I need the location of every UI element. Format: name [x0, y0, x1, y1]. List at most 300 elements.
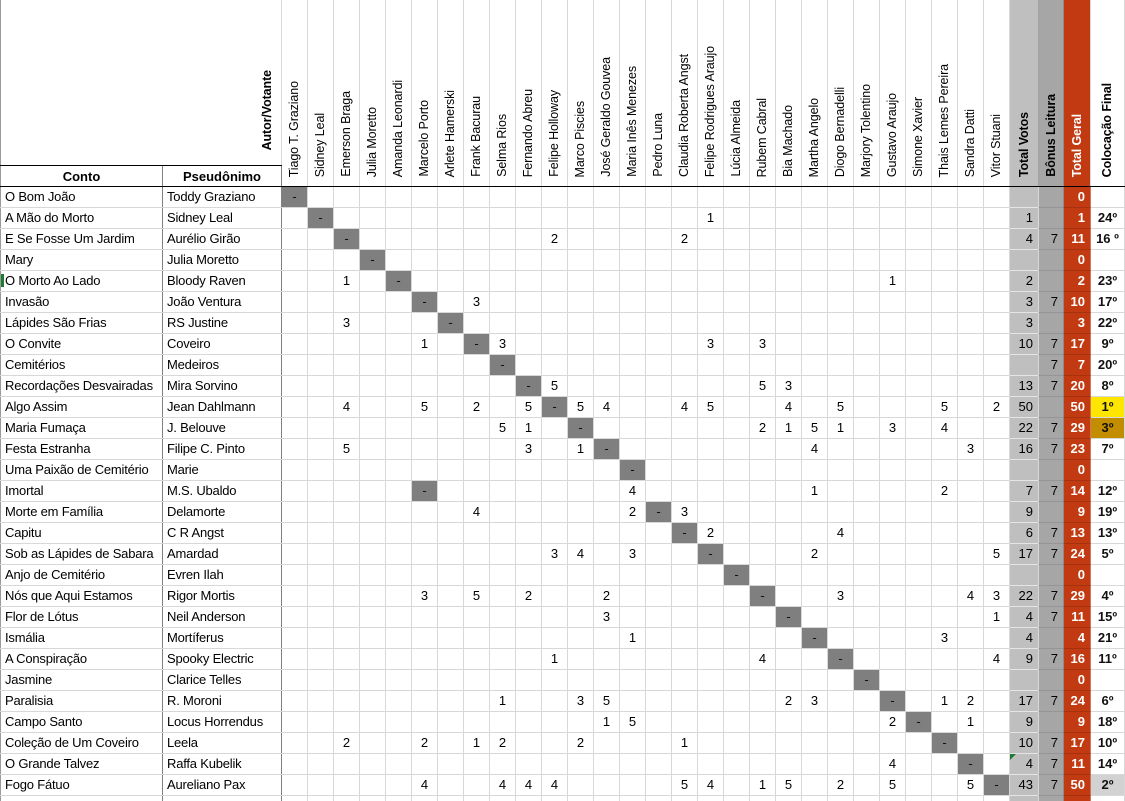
vote-cell[interactable]	[282, 712, 308, 733]
vote-cell[interactable]	[750, 397, 776, 418]
empty-cell[interactable]	[1, 796, 163, 801]
vote-cell[interactable]	[984, 250, 1010, 271]
vote-cell[interactable]	[958, 397, 984, 418]
vote-cell[interactable]	[334, 544, 360, 565]
vote-cell[interactable]	[438, 775, 464, 796]
vote-cell[interactable]	[932, 649, 958, 670]
vote-cell[interactable]	[880, 355, 906, 376]
vote-cell[interactable]	[282, 250, 308, 271]
vote-cell[interactable]	[620, 292, 646, 313]
vote-cell[interactable]: 3	[958, 439, 984, 460]
vote-cell[interactable]	[958, 250, 984, 271]
vote-cell[interactable]	[620, 208, 646, 229]
vote-cell[interactable]	[568, 649, 594, 670]
vote-cell[interactable]	[880, 187, 906, 208]
vote-cell[interactable]	[438, 565, 464, 586]
vote-cell[interactable]	[334, 670, 360, 691]
story-title-cell[interactable]: Cemitérios	[1, 355, 163, 376]
colocacao-final-cell[interactable]	[1091, 250, 1125, 271]
vote-cell[interactable]	[516, 334, 542, 355]
vote-cell[interactable]: 1	[958, 712, 984, 733]
vote-cell[interactable]	[646, 670, 672, 691]
vote-cell[interactable]	[464, 460, 490, 481]
vote-cell[interactable]: 2	[880, 712, 906, 733]
pseudonym-cell[interactable]: R. Moroni	[163, 691, 282, 712]
vote-cell[interactable]	[386, 460, 412, 481]
vote-cell[interactable]	[594, 187, 620, 208]
vote-cell[interactable]	[412, 754, 438, 775]
vote-cell[interactable]	[880, 607, 906, 628]
vote-cell[interactable]	[750, 250, 776, 271]
empty-cell[interactable]	[880, 796, 906, 801]
vote-cell[interactable]	[282, 523, 308, 544]
vote-cell[interactable]	[542, 208, 568, 229]
vote-cell[interactable]	[490, 271, 516, 292]
vote-cell[interactable]	[594, 292, 620, 313]
vote-cell[interactable]	[360, 229, 386, 250]
vote-cell[interactable]: 3	[776, 376, 802, 397]
vote-cell[interactable]: 3	[490, 334, 516, 355]
story-title-cell[interactable]: Algo Assim	[1, 397, 163, 418]
vote-cell[interactable]	[776, 523, 802, 544]
vote-cell[interactable]: 2	[672, 229, 698, 250]
vote-cell[interactable]	[360, 439, 386, 460]
vote-cell[interactable]: 4	[620, 481, 646, 502]
vote-cell[interactable]: 3	[620, 544, 646, 565]
vote-cell[interactable]	[958, 292, 984, 313]
vote-cell[interactable]	[490, 586, 516, 607]
vote-cell[interactable]	[724, 712, 750, 733]
vote-cell[interactable]	[958, 502, 984, 523]
colocacao-final-cell[interactable]: 1º	[1091, 397, 1125, 418]
vote-cell[interactable]: 4	[464, 502, 490, 523]
vote-cell[interactable]	[698, 313, 724, 334]
total-geral-cell[interactable]: 17	[1064, 334, 1091, 355]
vote-cell[interactable]	[464, 754, 490, 775]
vote-cell[interactable]: 1	[464, 733, 490, 754]
vote-cell[interactable]	[464, 229, 490, 250]
vote-cell[interactable]	[984, 208, 1010, 229]
vote-cell[interactable]	[542, 523, 568, 544]
vote-cell[interactable]	[698, 229, 724, 250]
vote-cell[interactable]	[360, 586, 386, 607]
vote-cell[interactable]	[386, 754, 412, 775]
bonus-leitura-cell[interactable]: 7	[1039, 544, 1064, 565]
vote-cell[interactable]	[750, 229, 776, 250]
total-votos-cell[interactable]: 4	[1010, 628, 1039, 649]
vote-cell[interactable]	[438, 271, 464, 292]
vote-cell[interactable]	[620, 313, 646, 334]
story-title-cell[interactable]: Festa Estranha	[1, 439, 163, 460]
vote-cell[interactable]	[828, 250, 854, 271]
bonus-leitura-cell[interactable]	[1039, 313, 1064, 334]
self-vote-cell[interactable]: -	[568, 418, 594, 439]
vote-cell[interactable]	[490, 376, 516, 397]
colocacao-final-cell[interactable]	[1091, 565, 1125, 586]
voter-header-cell[interactable]	[984, 0, 1010, 187]
bonus-leitura-header-cell[interactable]	[1039, 0, 1064, 187]
vote-cell[interactable]: 1	[984, 607, 1010, 628]
vote-cell[interactable]	[698, 439, 724, 460]
vote-cell[interactable]	[568, 712, 594, 733]
vote-cell[interactable]	[542, 187, 568, 208]
vote-cell[interactable]: 2	[984, 397, 1010, 418]
vote-cell[interactable]	[672, 418, 698, 439]
vote-cell[interactable]	[698, 250, 724, 271]
vote-cell[interactable]	[438, 670, 464, 691]
colocacao-final-cell[interactable]	[1091, 460, 1125, 481]
vote-cell[interactable]	[646, 439, 672, 460]
vote-cell[interactable]	[958, 334, 984, 355]
vote-cell[interactable]	[750, 691, 776, 712]
pseudonym-cell[interactable]: Mortíferus	[163, 628, 282, 649]
vote-cell[interactable]	[386, 397, 412, 418]
vote-cell[interactable]	[906, 460, 932, 481]
vote-cell[interactable]	[880, 250, 906, 271]
vote-cell[interactable]	[932, 754, 958, 775]
vote-cell[interactable]	[386, 355, 412, 376]
bonus-leitura-cell[interactable]: 7	[1039, 439, 1064, 460]
vote-cell[interactable]	[412, 691, 438, 712]
vote-cell[interactable]	[880, 460, 906, 481]
vote-cell[interactable]	[360, 460, 386, 481]
vote-cell[interactable]	[672, 544, 698, 565]
vote-cell[interactable]	[360, 271, 386, 292]
vote-cell[interactable]	[334, 628, 360, 649]
vote-cell[interactable]	[932, 229, 958, 250]
vote-cell[interactable]	[516, 355, 542, 376]
vote-cell[interactable]	[282, 439, 308, 460]
vote-cell[interactable]	[438, 712, 464, 733]
vote-cell[interactable]	[802, 586, 828, 607]
empty-cell[interactable]	[802, 796, 828, 801]
vote-cell[interactable]	[984, 439, 1010, 460]
vote-cell[interactable]	[334, 376, 360, 397]
vote-cell[interactable]	[464, 691, 490, 712]
vote-cell[interactable]	[282, 670, 308, 691]
vote-cell[interactable]	[282, 460, 308, 481]
colocacao-final-cell[interactable]: 10º	[1091, 733, 1125, 754]
vote-cell[interactable]	[958, 208, 984, 229]
voter-header-cell[interactable]	[386, 0, 412, 187]
vote-cell[interactable]	[542, 334, 568, 355]
empty-cell[interactable]	[724, 796, 750, 801]
colocacao-final-header-cell[interactable]	[1091, 0, 1125, 187]
vote-cell[interactable]	[906, 208, 932, 229]
self-vote-cell[interactable]: -	[672, 523, 698, 544]
vote-cell[interactable]: 1	[620, 628, 646, 649]
vote-cell[interactable]	[412, 502, 438, 523]
pseudonym-cell[interactable]: Aurélio Girão	[163, 229, 282, 250]
voter-header-cell[interactable]	[724, 0, 750, 187]
pseudonym-cell[interactable]: M.S. Ubaldo	[163, 481, 282, 502]
total-votos-cell[interactable]: 7	[1010, 481, 1039, 502]
vote-cell[interactable]	[308, 334, 334, 355]
bonus-leitura-cell[interactable]	[1039, 397, 1064, 418]
vote-cell[interactable]	[932, 271, 958, 292]
vote-cell[interactable]	[360, 649, 386, 670]
vote-cell[interactable]	[282, 565, 308, 586]
vote-cell[interactable]	[932, 544, 958, 565]
self-vote-cell[interactable]: -	[282, 187, 308, 208]
vote-cell[interactable]	[542, 439, 568, 460]
vote-cell[interactable]	[464, 439, 490, 460]
total-geral-cell[interactable]: 23	[1064, 439, 1091, 460]
total-votos-cell[interactable]: 9	[1010, 649, 1039, 670]
vote-cell[interactable]	[906, 523, 932, 544]
vote-cell[interactable]	[724, 628, 750, 649]
vote-cell[interactable]	[594, 775, 620, 796]
vote-cell[interactable]	[360, 292, 386, 313]
vote-cell[interactable]	[828, 271, 854, 292]
vote-cell[interactable]	[464, 670, 490, 691]
total-votos-cell[interactable]: 50	[1010, 397, 1039, 418]
vote-cell[interactable]	[308, 523, 334, 544]
vote-cell[interactable]	[776, 187, 802, 208]
vote-cell[interactable]	[854, 586, 880, 607]
vote-cell[interactable]: 5	[490, 418, 516, 439]
vote-cell[interactable]	[308, 754, 334, 775]
vote-cell[interactable]	[984, 229, 1010, 250]
vote-cell[interactable]	[308, 628, 334, 649]
voter-header-cell[interactable]	[490, 0, 516, 187]
vote-cell[interactable]	[594, 670, 620, 691]
vote-cell[interactable]: 2	[828, 775, 854, 796]
vote-cell[interactable]	[984, 460, 1010, 481]
vote-cell[interactable]	[308, 397, 334, 418]
vote-cell[interactable]	[360, 187, 386, 208]
vote-cell[interactable]	[308, 376, 334, 397]
vote-cell[interactable]	[412, 565, 438, 586]
vote-cell[interactable]	[490, 439, 516, 460]
vote-cell[interactable]	[308, 313, 334, 334]
vote-cell[interactable]	[490, 229, 516, 250]
vote-cell[interactable]	[932, 607, 958, 628]
vote-cell[interactable]	[932, 334, 958, 355]
vote-cell[interactable]	[308, 712, 334, 733]
self-vote-cell[interactable]: -	[828, 649, 854, 670]
vote-cell[interactable]	[828, 733, 854, 754]
vote-cell[interactable]	[724, 481, 750, 502]
vote-cell[interactable]	[958, 376, 984, 397]
vote-cell[interactable]	[412, 607, 438, 628]
corner-cell[interactable]	[1, 0, 282, 166]
vote-cell[interactable]: 4	[828, 523, 854, 544]
vote-cell[interactable]	[438, 376, 464, 397]
self-vote-cell[interactable]: -	[412, 292, 438, 313]
voter-header-cell[interactable]	[750, 0, 776, 187]
self-vote-cell[interactable]: -	[334, 229, 360, 250]
vote-cell[interactable]	[880, 628, 906, 649]
vote-cell[interactable]	[958, 271, 984, 292]
vote-cell[interactable]	[594, 649, 620, 670]
vote-cell[interactable]	[984, 418, 1010, 439]
vote-cell[interactable]	[672, 376, 698, 397]
vote-cell[interactable]	[438, 649, 464, 670]
vote-cell[interactable]	[594, 460, 620, 481]
vote-cell[interactable]	[724, 607, 750, 628]
vote-cell[interactable]	[828, 460, 854, 481]
vote-cell[interactable]: 5	[802, 418, 828, 439]
self-vote-cell[interactable]: -	[464, 334, 490, 355]
total-geral-cell[interactable]: 50	[1064, 397, 1091, 418]
bonus-leitura-cell[interactable]: 7	[1039, 481, 1064, 502]
vote-cell[interactable]	[464, 712, 490, 733]
bonus-leitura-cell[interactable]: 7	[1039, 292, 1064, 313]
vote-cell[interactable]	[620, 250, 646, 271]
self-vote-cell[interactable]: -	[984, 775, 1010, 796]
vote-cell[interactable]	[490, 712, 516, 733]
vote-cell[interactable]	[360, 313, 386, 334]
vote-cell[interactable]	[516, 250, 542, 271]
vote-cell[interactable]	[360, 376, 386, 397]
vote-cell[interactable]	[854, 628, 880, 649]
vote-cell[interactable]	[308, 481, 334, 502]
self-vote-cell[interactable]: -	[490, 355, 516, 376]
vote-cell[interactable]	[464, 355, 490, 376]
self-vote-cell[interactable]: -	[594, 439, 620, 460]
vote-cell[interactable]	[542, 670, 568, 691]
vote-cell[interactable]	[828, 502, 854, 523]
vote-cell[interactable]	[412, 712, 438, 733]
vote-cell[interactable]	[568, 607, 594, 628]
vote-cell[interactable]	[698, 481, 724, 502]
vote-cell[interactable]	[386, 250, 412, 271]
vote-cell[interactable]	[516, 649, 542, 670]
vote-cell[interactable]	[646, 712, 672, 733]
vote-cell[interactable]	[932, 292, 958, 313]
vote-cell[interactable]	[750, 355, 776, 376]
vote-cell[interactable]	[906, 313, 932, 334]
vote-cell[interactable]: 4	[334, 397, 360, 418]
vote-cell[interactable]	[776, 712, 802, 733]
vote-cell[interactable]	[308, 691, 334, 712]
story-title-cell[interactable]: Morte em Família	[1, 502, 163, 523]
vote-cell[interactable]	[620, 649, 646, 670]
vote-cell[interactable]	[802, 250, 828, 271]
vote-cell[interactable]	[828, 334, 854, 355]
pseudonym-cell[interactable]: RS Justine	[163, 313, 282, 334]
vote-cell[interactable]	[880, 481, 906, 502]
vote-cell[interactable]	[646, 271, 672, 292]
vote-cell[interactable]	[334, 334, 360, 355]
vote-cell[interactable]	[932, 460, 958, 481]
vote-cell[interactable]	[308, 775, 334, 796]
vote-cell[interactable]	[854, 271, 880, 292]
vote-cell[interactable]	[412, 376, 438, 397]
vote-cell[interactable]	[906, 691, 932, 712]
vote-cell[interactable]	[360, 208, 386, 229]
vote-cell[interactable]	[698, 376, 724, 397]
vote-cell[interactable]	[360, 670, 386, 691]
vote-cell[interactable]	[386, 229, 412, 250]
empty-cell[interactable]	[828, 796, 854, 801]
vote-cell[interactable]	[984, 481, 1010, 502]
vote-cell[interactable]	[776, 502, 802, 523]
vote-cell[interactable]	[880, 670, 906, 691]
vote-cell[interactable]	[906, 250, 932, 271]
vote-cell[interactable]	[412, 523, 438, 544]
vote-cell[interactable]	[984, 523, 1010, 544]
vote-cell[interactable]	[568, 250, 594, 271]
vote-cell[interactable]	[386, 628, 412, 649]
vote-cell[interactable]	[724, 334, 750, 355]
vote-cell[interactable]: 1	[828, 418, 854, 439]
vote-cell[interactable]	[334, 502, 360, 523]
vote-cell[interactable]	[880, 292, 906, 313]
bonus-leitura-cell[interactable]: 7	[1039, 229, 1064, 250]
vote-cell[interactable]	[932, 187, 958, 208]
vote-cell[interactable]	[594, 754, 620, 775]
vote-cell[interactable]	[620, 691, 646, 712]
vote-cell[interactable]: 4	[568, 544, 594, 565]
bonus-leitura-cell[interactable]: 7	[1039, 523, 1064, 544]
total-geral-cell[interactable]: 11	[1064, 754, 1091, 775]
vote-cell[interactable]	[880, 397, 906, 418]
colocacao-final-cell[interactable]: 3º	[1091, 418, 1125, 439]
vote-cell[interactable]	[542, 481, 568, 502]
vote-cell[interactable]	[958, 544, 984, 565]
vote-cell[interactable]	[646, 250, 672, 271]
voter-header-cell[interactable]	[464, 0, 490, 187]
vote-cell[interactable]	[438, 439, 464, 460]
total-geral-cell[interactable]: 0	[1064, 460, 1091, 481]
vote-cell[interactable]: 2	[620, 502, 646, 523]
vote-cell[interactable]	[672, 586, 698, 607]
vote-cell[interactable]	[646, 523, 672, 544]
vote-cell[interactable]	[360, 397, 386, 418]
vote-cell[interactable]	[828, 229, 854, 250]
vote-cell[interactable]	[724, 733, 750, 754]
vote-cell[interactable]	[698, 418, 724, 439]
vote-cell[interactable]	[412, 439, 438, 460]
bonus-leitura-cell[interactable]: 7	[1039, 775, 1064, 796]
total-votos-cell[interactable]: 9	[1010, 502, 1039, 523]
vote-cell[interactable]	[984, 691, 1010, 712]
voter-header-cell[interactable]	[828, 0, 854, 187]
vote-cell[interactable]	[334, 481, 360, 502]
vote-cell[interactable]	[802, 754, 828, 775]
vote-cell[interactable]	[308, 649, 334, 670]
vote-cell[interactable]	[464, 187, 490, 208]
vote-cell[interactable]	[412, 313, 438, 334]
empty-cell[interactable]	[568, 796, 594, 801]
pseudonym-cell[interactable]: J. Belouve	[163, 418, 282, 439]
vote-cell[interactable]: 5	[984, 544, 1010, 565]
story-title-cell[interactable]: Ismália	[1, 628, 163, 649]
story-title-cell[interactable]: Imortal	[1, 481, 163, 502]
total-votos-cell[interactable]: 4	[1010, 607, 1039, 628]
colocacao-final-cell[interactable]: 21º	[1091, 628, 1125, 649]
colocacao-final-cell[interactable]: 13º	[1091, 523, 1125, 544]
vote-cell[interactable]	[802, 229, 828, 250]
story-title-cell[interactable]: Maria Fumaça	[1, 418, 163, 439]
vote-cell[interactable]	[932, 586, 958, 607]
vote-cell[interactable]	[906, 502, 932, 523]
vote-cell[interactable]	[412, 628, 438, 649]
voter-header-cell[interactable]	[776, 0, 802, 187]
story-title-cell[interactable]: Nós que Aqui Estamos	[1, 586, 163, 607]
vote-cell[interactable]	[542, 733, 568, 754]
vote-cell[interactable]	[750, 733, 776, 754]
vote-cell[interactable]	[932, 313, 958, 334]
vote-cell[interactable]	[360, 775, 386, 796]
self-vote-cell[interactable]: -	[308, 208, 334, 229]
vote-cell[interactable]	[776, 292, 802, 313]
vote-cell[interactable]	[490, 670, 516, 691]
vote-cell[interactable]: 5	[750, 376, 776, 397]
vote-cell[interactable]	[516, 628, 542, 649]
